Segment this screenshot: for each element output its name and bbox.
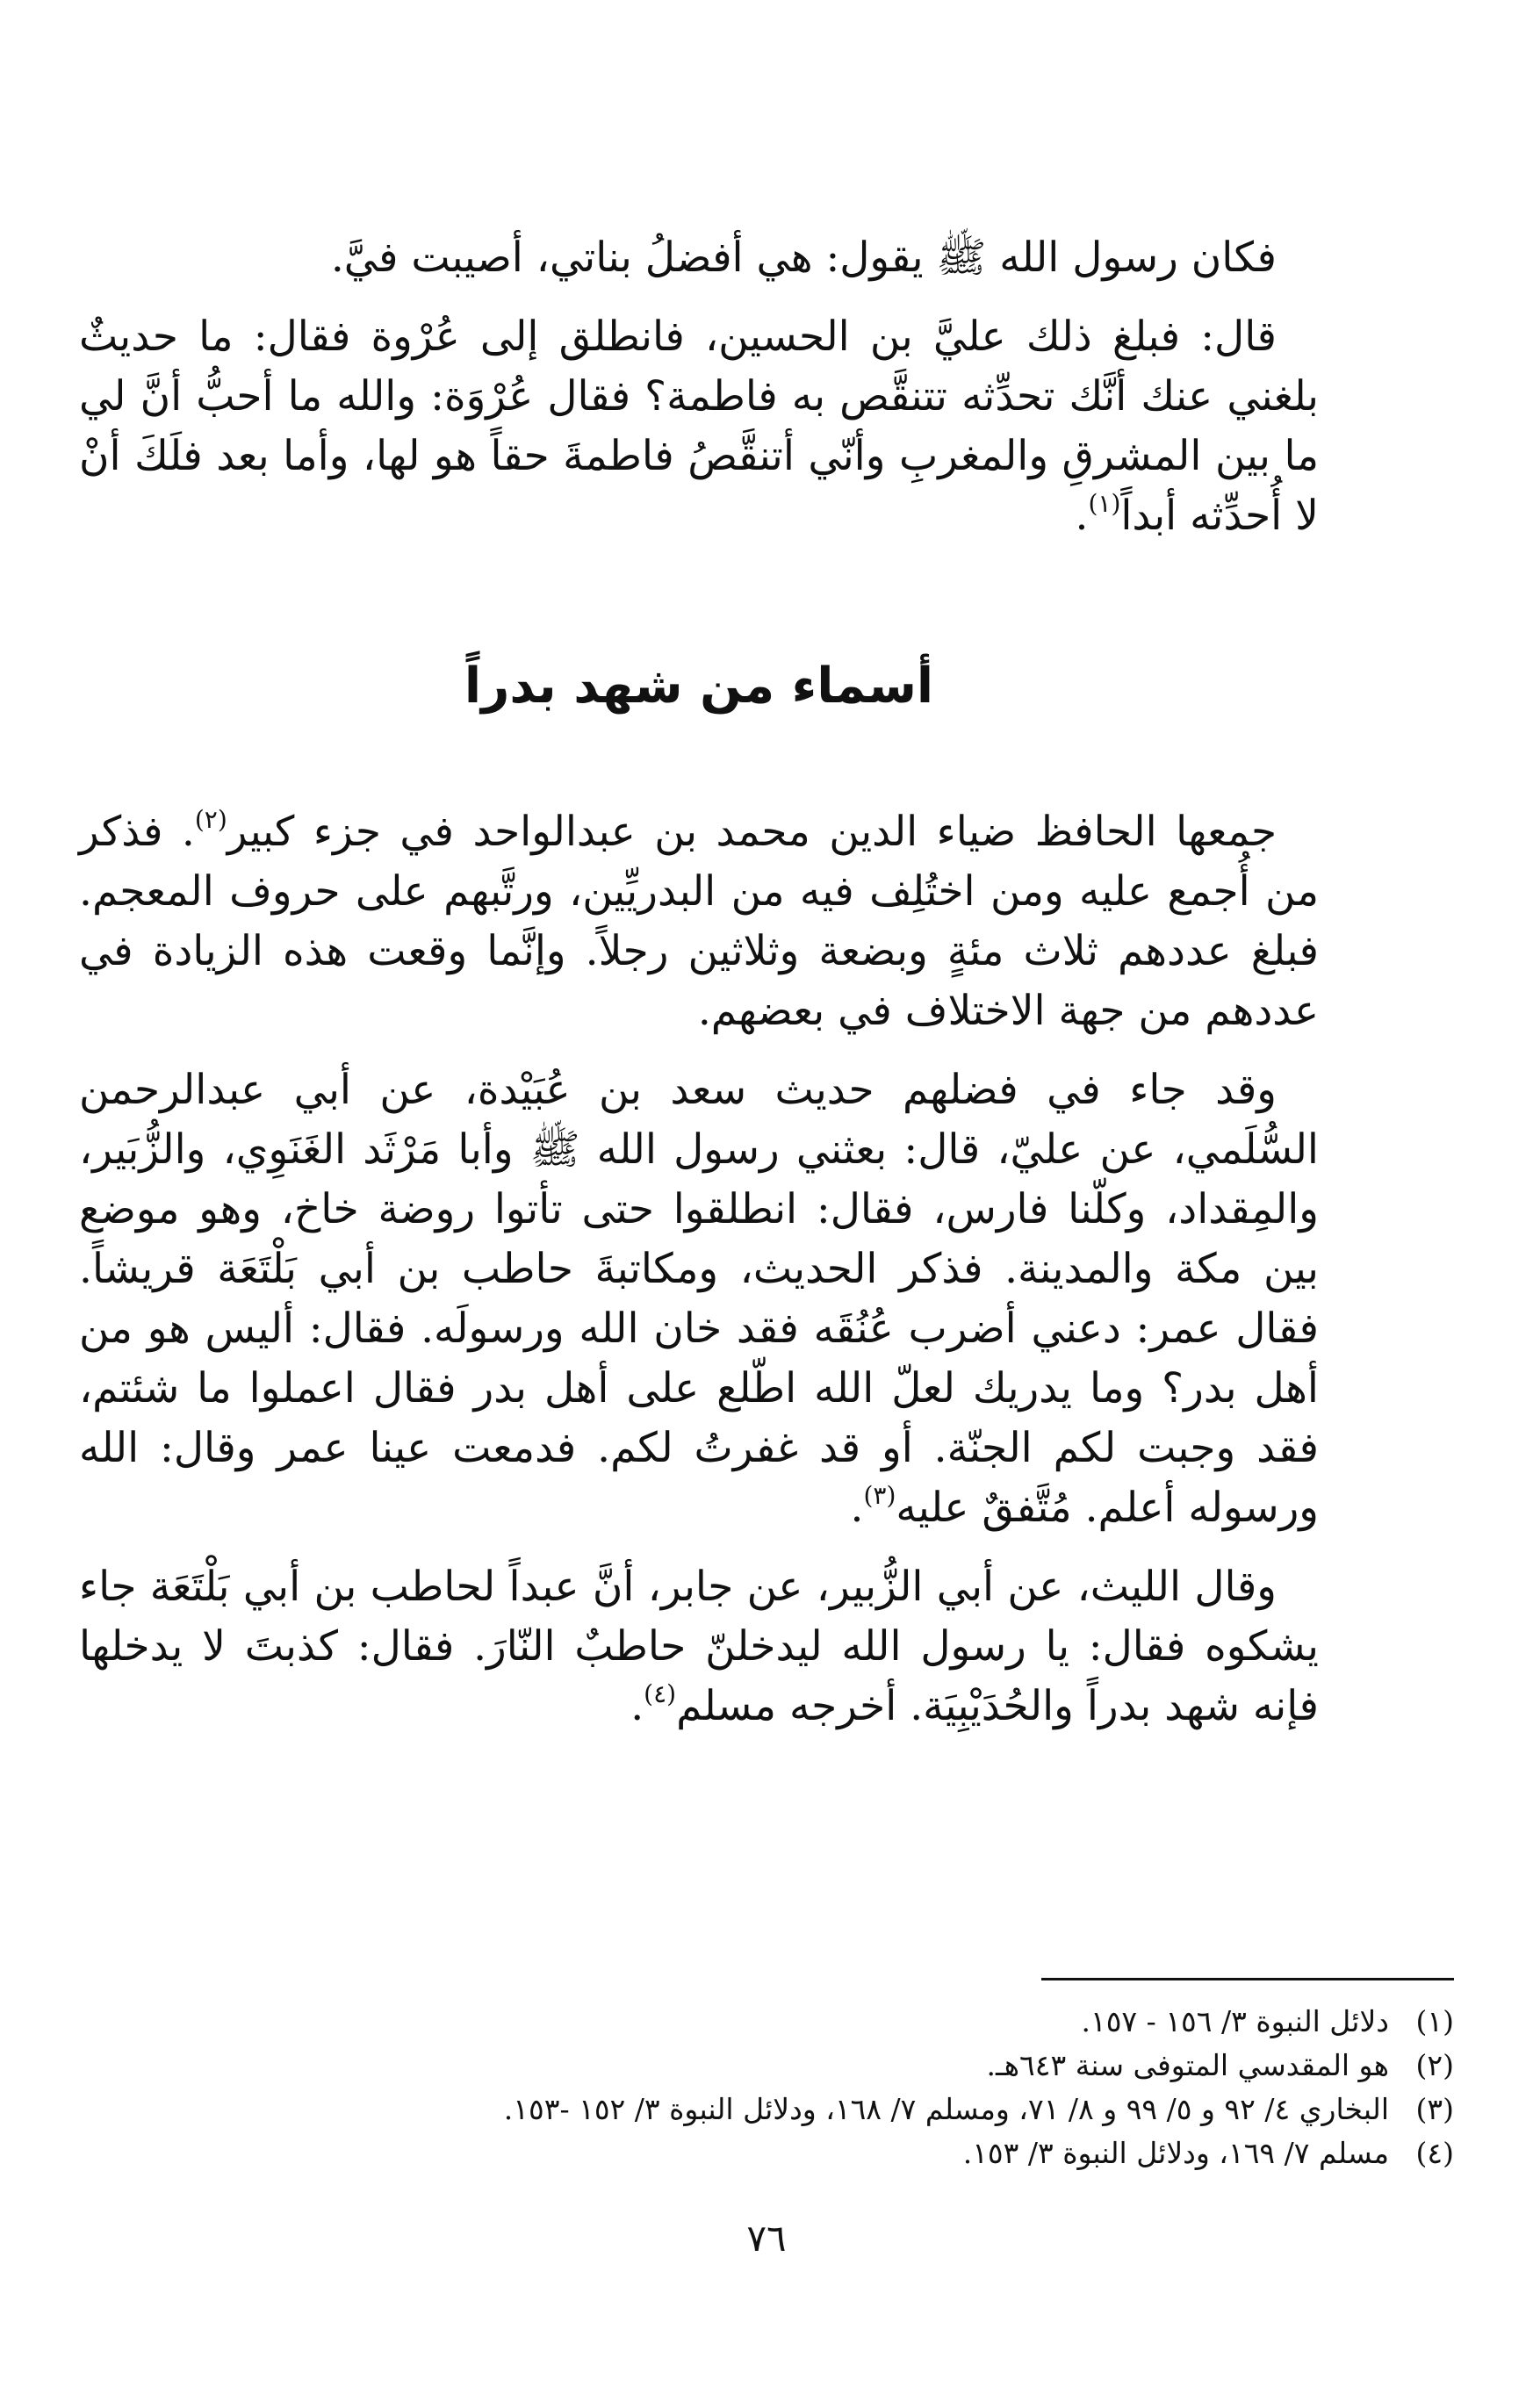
footnote-text: دلائل النبوة ٣/ ١٥٦ - ١٥٧.: [1081, 2004, 1389, 2038]
footnote-2: [84, 2044, 1454, 2088]
footnote-number: (٣): [1415, 2092, 1454, 2126]
paragraph-3-text-b: . فذكر من أُجمع عليه ومن اختُلِف فيه من البدريِّين، ورتَّبهم على حروف المعجم. فبلغ عددهم ثلاث مئةٍ وبضعة وثلاثين رجلاً. وإنَّما وقعت هذه الزيادة في عددهم من جهة الاختلاف في بعضهم.: [79, 808, 1319, 1035]
footnote-text: البخاري ٤/ ٩٢ و ٥/ ٩٩ و ٨/ ٧١، ومسلم ٧/ ١٦٨، ودلائل النبوة ٣/ ١٥٢ -١٥٣.: [503, 2092, 1389, 2126]
footnote-ref-1[interactable]: (١): [1088, 489, 1121, 518]
paragraph-5-text: وقال الليث، عن أبي الزُّبير، عن جابر، أنَّ عبداً لحاطب بن أبي بَلْتَعَة جاء يشكوه فقال: يا رسول الله ليدخلنّ حاطبٌ النّارَ. فقال: كذبتَ لا يدخلها فإنه شهد بدراً والحُدَيْبِيَة. أخرجه مسلم: [79, 1563, 1319, 1730]
paragraph-3: [79, 802, 1319, 1041]
footnote-ref-4[interactable]: (٤): [644, 1679, 677, 1708]
footnote-text: مسلم ٧/ ١٦٩، ودلائل النبوة ٣/ ١٥٣.: [962, 2136, 1389, 2170]
section-heading: أسماء من شهد بدراً: [464, 658, 934, 715]
paragraph-3-text-a: جمعها الحافظ ضياء الدين محمد بن عبدالواحد في جزء كبير: [227, 808, 1278, 856]
paragraph-4-end: .: [850, 1484, 864, 1532]
paragraph-5: [79, 1557, 1319, 1736]
paragraph-5-end: .: [630, 1682, 644, 1730]
footnote-ref-3[interactable]: (٣): [863, 1481, 896, 1510]
paragraph-2: [79, 307, 1319, 546]
footnote-text: هو المقدسي المتوفى سنة ٦٤٣هـ.: [986, 2048, 1389, 2082]
paragraph-1: [79, 228, 1319, 288]
footnote-4: [84, 2131, 1454, 2175]
footnote-number: (٢): [1415, 2048, 1454, 2082]
footnote-divider: [1041, 1978, 1454, 1980]
page-body: [79, 228, 1319, 1736]
footnote-3: [84, 2088, 1454, 2131]
footnote-1: [84, 2000, 1454, 2044]
paragraph-4: [79, 1060, 1319, 1538]
paragraph-1-text: فكان رسول الله ﷺ يقول: هي أفضلُ بناتي، أصيبت فيَّ.: [330, 234, 1277, 282]
footnote-ref-2[interactable]: (٢): [194, 805, 227, 834]
paragraph-2-end: .: [1075, 492, 1089, 540]
footnote-number: (٤): [1415, 2136, 1454, 2170]
footnotes: [84, 2000, 1454, 2175]
paragraph-4-text: وقد جاء في فضلهم حديث سعد بن عُبَيْدة، عن أبي عبدالرحمن السُّلَمي، عن عليّ، قال: بعثني رسول الله ﷺ وأبا مَرْثَد الغَنَوِي، والزُّبَير، والمِقداد، وكلّنا فارس، فقال: انطلقوا حتى تأتوا روضة خاخ، وهو موضع بين مكة والمدينة. فذكر الحديث، ومكاتبةَ حاطب بن أبي بَلْتَعَة قريشاً. فقال عمر: دعني أضرب عُنُقَه فقد خان الله ورسولَه. فقال: أليس هو من أهل بدر؟ وما يدريك لعلّ الله اطّلع على أهل بدر فقال اعملوا ما شئتم، فقد وجبت لكم الجنّة. أو قد غفرتُ لكم. فدمعت عينا عمر وقال: الله ورسوله أعلم. مُتَّفقٌ عليه: [79, 1066, 1319, 1532]
paragraph-2-text: قال: فبلغ ذلك عليَّ بن الحسين، فانطلق إلى عُرْوة فقال: ما حديثٌ بلغني عنك أنَّك تحدِّثه تتنقَّص به فاطمة؟ فقال عُرْوَة: والله ما أحبُّ أنَّ لي ما بين المشرقِ والمغربِ وأنّي أتنقَّصُ فاطمةَ حقاً هو لها، وأما بعد فلَكَ أنْ لا أُحدِّثه أبداً: [79, 313, 1319, 540]
footnote-number: (١): [1415, 2004, 1454, 2038]
page-number: ٧٦: [746, 2217, 787, 2260]
